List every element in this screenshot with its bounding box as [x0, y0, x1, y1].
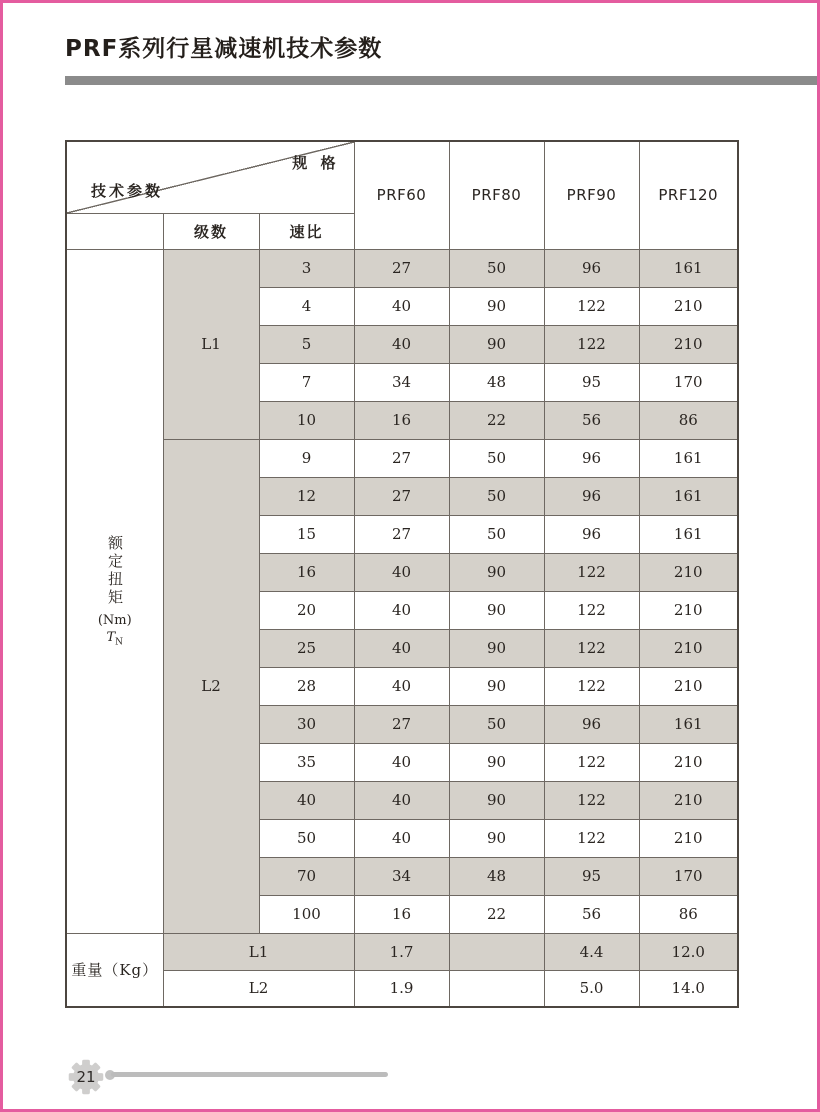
value-cell: 48 [449, 857, 544, 895]
value-cell: 170 [639, 363, 738, 401]
value-cell: 50 [449, 705, 544, 743]
value-cell: 90 [449, 743, 544, 781]
value-cell: 122 [544, 629, 639, 667]
value-cell: 27 [354, 249, 449, 287]
value-cell: 161 [639, 515, 738, 553]
value-cell: 50 [449, 477, 544, 515]
page-title: PRF系列行星减速机技术参数 [65, 36, 383, 62]
ratio-cell: 20 [259, 591, 354, 629]
value-cell: 27 [354, 439, 449, 477]
value-cell: 27 [354, 705, 449, 743]
value-cell: 90 [449, 629, 544, 667]
value-cell: 122 [544, 743, 639, 781]
diagonal-header-cell [66, 141, 354, 213]
value-cell: 40 [354, 819, 449, 857]
weight-value-cell: 1.9 [354, 970, 449, 1007]
value-cell: 34 [354, 857, 449, 895]
value-cell: 22 [449, 401, 544, 439]
value-cell: 40 [354, 781, 449, 819]
weight-row [66, 933, 738, 970]
column-header-prf80: PRF80 [449, 141, 544, 249]
column-header-prf90: PRF90 [544, 141, 639, 249]
ratio-cell: 100 [259, 895, 354, 933]
weight-value-cell: 1.7 [354, 933, 449, 970]
value-cell: 40 [354, 553, 449, 591]
value-cell: 122 [544, 325, 639, 363]
weight-value-cell: 4.4 [544, 933, 639, 970]
value-cell: 50 [449, 515, 544, 553]
value-cell: 56 [544, 895, 639, 933]
value-cell: 161 [639, 705, 738, 743]
weight-value-cell: 5.0 [544, 970, 639, 1007]
page-number: 21 [76, 1068, 96, 1086]
value-cell: 210 [639, 819, 738, 857]
value-cell: 161 [639, 439, 738, 477]
value-cell: 161 [639, 249, 738, 287]
value-cell: 50 [449, 439, 544, 477]
value-cell: 210 [639, 781, 738, 819]
weight-level-l2: L2 [163, 970, 354, 1007]
value-cell: 122 [544, 667, 639, 705]
spec-table [65, 140, 739, 1008]
ratio-cell: 12 [259, 477, 354, 515]
level-cell-l2: L2 [163, 439, 259, 933]
value-cell: 210 [639, 287, 738, 325]
empty-header-cell [66, 213, 163, 249]
value-cell: 96 [544, 439, 639, 477]
tech-param-label: 技术参数 [91, 181, 164, 200]
weight-value-cell: 14.0 [639, 970, 738, 1007]
value-cell: 40 [354, 591, 449, 629]
ratio-cell: 28 [259, 667, 354, 705]
value-cell: 90 [449, 553, 544, 591]
value-cell: 122 [544, 591, 639, 629]
title-underline-bar [65, 76, 817, 85]
header-row-1 [66, 141, 738, 213]
ratio-header: 速比 [259, 213, 354, 249]
ratio-cell: 35 [259, 743, 354, 781]
page-footer [67, 1058, 767, 1100]
value-cell: 96 [544, 249, 639, 287]
ratio-cell: 30 [259, 705, 354, 743]
torque-label-cn: 额定扭矩 [106, 534, 124, 607]
value-cell: 96 [544, 705, 639, 743]
value-cell: 40 [354, 743, 449, 781]
weight-value-cell [449, 933, 544, 970]
weight-label-cell: 重量（Kg） [66, 933, 163, 1007]
weight-value-cell: 12.0 [639, 933, 738, 970]
value-cell: 122 [544, 287, 639, 325]
value-cell: 122 [544, 781, 639, 819]
value-cell: 16 [354, 895, 449, 933]
ratio-cell: 4 [259, 287, 354, 325]
value-cell: 90 [449, 781, 544, 819]
torque-symbol: $T_N$ [106, 629, 124, 648]
ratio-cell: 7 [259, 363, 354, 401]
value-cell: 50 [449, 249, 544, 287]
value-cell: 27 [354, 477, 449, 515]
value-cell: 96 [544, 515, 639, 553]
level-header: 级数 [163, 213, 259, 249]
ratio-cell: 9 [259, 439, 354, 477]
torque-unit: (Nm) [97, 612, 132, 628]
spec-label: 规 格 [292, 154, 340, 172]
ratio-cell: 5 [259, 325, 354, 363]
value-cell: 96 [544, 477, 639, 515]
torque-row-label [66, 249, 163, 933]
value-cell: 122 [544, 819, 639, 857]
ratio-cell: 10 [259, 401, 354, 439]
ratio-cell: 3 [259, 249, 354, 287]
ratio-cell: 25 [259, 629, 354, 667]
value-cell: 210 [639, 553, 738, 591]
value-cell: 170 [639, 857, 738, 895]
value-cell: 95 [544, 363, 639, 401]
weight-level-l1: L1 [163, 933, 354, 970]
ratio-cell: 50 [259, 819, 354, 857]
column-header-prf60: PRF60 [354, 141, 449, 249]
value-cell: 40 [354, 287, 449, 325]
value-cell: 90 [449, 819, 544, 857]
footer-line [111, 1072, 388, 1077]
value-cell: 122 [544, 553, 639, 591]
ratio-cell: 16 [259, 553, 354, 591]
value-cell: 210 [639, 629, 738, 667]
value-cell: 16 [354, 401, 449, 439]
value-cell: 34 [354, 363, 449, 401]
value-cell: 90 [449, 591, 544, 629]
value-cell: 90 [449, 667, 544, 705]
ratio-cell: 70 [259, 857, 354, 895]
value-cell: 90 [449, 325, 544, 363]
level-cell-l1: L1 [163, 249, 259, 439]
column-header-prf120: PRF120 [639, 141, 738, 249]
value-cell: 40 [354, 629, 449, 667]
value-cell: 210 [639, 667, 738, 705]
value-cell: 90 [449, 287, 544, 325]
ratio-cell: 15 [259, 515, 354, 553]
value-cell: 210 [639, 325, 738, 363]
value-cell: 48 [449, 363, 544, 401]
value-cell: 27 [354, 515, 449, 553]
weight-row [66, 970, 738, 1007]
ratio-cell: 40 [259, 781, 354, 819]
value-cell: 86 [639, 401, 738, 439]
value-cell: 22 [449, 895, 544, 933]
value-cell: 210 [639, 743, 738, 781]
value-cell: 95 [544, 857, 639, 895]
spec-table-grid [65, 140, 739, 1008]
table-row [66, 249, 738, 287]
value-cell: 161 [639, 477, 738, 515]
value-cell: 210 [639, 591, 738, 629]
table-row [66, 439, 738, 477]
weight-value-cell [449, 970, 544, 1007]
value-cell: 40 [354, 667, 449, 705]
value-cell: 40 [354, 325, 449, 363]
value-cell: 56 [544, 401, 639, 439]
value-cell: 86 [639, 895, 738, 933]
